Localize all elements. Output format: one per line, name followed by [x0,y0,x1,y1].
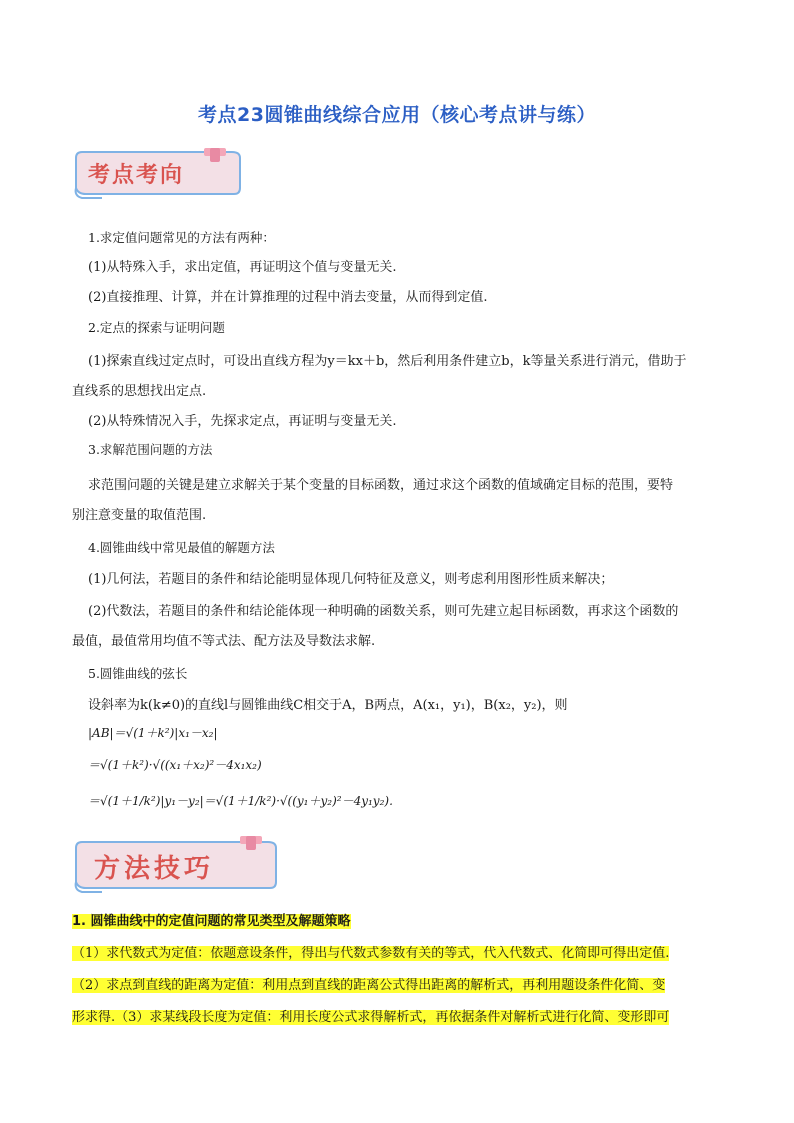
methods-line-1: （1）求代数式为定值：依题意设条件，得出与代数式参数有关的等式，代入代数式、化简即可得出定值. [72,946,670,961]
s4-p2b: 最值，最值常用均值不等式法、配方法及导数法求解. [72,634,376,649]
methods-title: 1. 圆锥曲线中的定值问题的常见类型及解题策略 [72,914,351,929]
section-banner-fangfa [72,836,284,894]
formula-line-2: ＝√(1＋k²)·√((x₁＋x₂)²－4x₁x₂) [88,758,262,772]
formula-line-3: ＝√(1＋1/k²)|y₁－y₂|＝√(1＋1/k²)·√((y₁＋y₂)²－4y₁y₂). [88,794,393,808]
banner-label: 考点考向 [88,163,185,188]
formula-line-1: |AB|＝√(1＋k²)|x₁－x₂| [88,726,218,740]
s2-p1a: (1)探索直线过定点时，可设出直线方程为y＝kx＋b，然后利用条件建立b，k等量关系进行消元，借助于 [88,354,687,369]
s2-title: 2.定点的探索与证明问题 [88,320,225,335]
s1-p2: (2)直接推理、计算，并在计算推理的过程中消去变量，从而得到定值. [88,290,488,305]
s4-p2a: (2)代数法，若题目的条件和结论能体现一种明确的函数关系，则可先建立起目标函数，再求这个函数的 [88,604,679,619]
methods-line-3: 形求得.（3）求某线段长度为定值：利用长度公式求得解析式，再依据条件对解析式进行化简、变形即可 [72,1010,670,1025]
s4-p1: (1)几何法，若题目的条件和结论能明显体现几何特征及意义，则考虑利用图形性质来解决； [88,572,614,587]
section-banner-kaodian [72,148,248,200]
s2-p2: (2)从特殊情况入手，先探求定点，再证明与变量无关. [88,414,397,429]
s5-p1: 设斜率为k(k≠0)的直线l与圆锥曲线C相交于A，B两点，A(x₁，y₁)，B(x₂，y₂)，则 [88,698,568,713]
s1-title: 1.求定值问题常见的方法有两种： [88,230,275,245]
banner-label: 方法技巧 [94,854,215,884]
s3-p1a: 求范围问题的关键是建立求解关于某个变量的目标函数，通过求这个函数的值域确定目标的范围，要特 [88,478,674,493]
s1-p1: (1)从特殊入手，求出定值，再证明这个值与变量无关. [88,260,397,275]
s2-p1b: 直线系的思想找出定点. [72,384,207,399]
methods-line-2: （2）求点到直线的距离为定值：利用点到直线的距离公式得出距离的解析式，再利用题设条件化简、变 [72,978,666,993]
s4-title: 4.圆锥曲线中常见最值的解题方法 [88,540,275,555]
s5-title: 5.圆锥曲线的弦长 [88,666,188,681]
s3-title: 3.求解范围问题的方法 [88,442,213,457]
page-title: 考点23圆锥曲线综合应用（核心考点讲与练） [198,104,596,126]
s3-p1b: 别注意变量的取值范围. [72,508,207,523]
